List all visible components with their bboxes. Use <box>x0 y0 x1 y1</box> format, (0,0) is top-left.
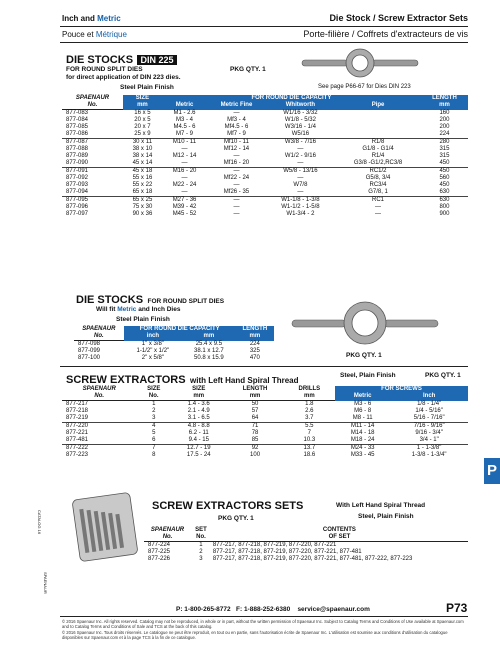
col-mm: mm <box>182 333 236 341</box>
col-inch: inch <box>124 333 182 341</box>
table-cell: 315 <box>439 146 450 152</box>
table-cell: 38 x 10 <box>132 146 153 152</box>
table-cell: M3 - 4 <box>176 117 194 123</box>
table-cell: 1 - 1-3/8" <box>390 445 468 453</box>
table-cell: 877-100 <box>78 355 101 361</box>
table-cell: 92 <box>226 445 283 453</box>
table-cell: 65 x 25 <box>123 197 162 205</box>
table-cell: 6.2 - 11 <box>188 430 209 436</box>
table-cell: 9.4 - 15 <box>188 437 209 443</box>
table-cell: 65 x 18 <box>132 189 153 195</box>
table-row <box>144 549 468 556</box>
table-cell: 57 <box>251 408 259 414</box>
col-length-mm: mm <box>226 393 283 401</box>
table-cell: 7 <box>307 430 312 436</box>
col-set-no: No. <box>191 534 211 542</box>
table-row <box>62 160 468 168</box>
extractor-sets-finish: Steel, Plain Finish <box>358 513 414 520</box>
table-cell: 3 <box>152 415 156 421</box>
table-cell: 800 <box>439 204 450 210</box>
header-rule <box>60 26 468 27</box>
table-cell: 877-217, 877-218, 877-219, 877-220, 877-221 <box>212 542 337 548</box>
table-cell: G5/8, 3/4 <box>365 175 391 181</box>
table-cell: 877-217, 877-218, 877-219, 877-220, 877-221, 877-481 <box>212 549 362 555</box>
table-row <box>62 401 468 409</box>
table-cell: — <box>297 160 304 166</box>
footer-legal-en: © 2016 Spaenaur Inc. All rights reserved. Catalog may not be reproduced, in whole or in part, without the written permission of Spaenaur Inc. Subject to Catalog Terms and Conditions of Use available at Spaenaur.com and to Catalog Terms and Conditions of Sale and TCS at the back of this catalog. <box>62 619 464 629</box>
table-cell: 71 <box>226 423 283 431</box>
col-whitworth: Whitworth <box>266 102 335 110</box>
table-cell: 7 <box>136 445 171 453</box>
table-row <box>62 153 468 160</box>
table-cell: — <box>297 175 304 181</box>
case-text-brand: SPAENAUR <box>43 572 48 594</box>
table-cell: 100 <box>250 452 261 458</box>
table-cell: 78 <box>251 430 259 436</box>
die-stocks-note: See page P66-67 for Dies DIN 223 <box>318 84 411 90</box>
table-cell: 12.7 - 19 <box>171 445 226 453</box>
table-cell: 75 x 30 <box>132 204 153 210</box>
table-cell <box>335 131 421 139</box>
table-cell: M22 - 24 <box>172 182 197 188</box>
col-metric: Metric <box>335 393 390 401</box>
table-cell: 560 <box>439 175 450 181</box>
table-cell: 1-3/8 - 1-3/4" <box>411 452 447 458</box>
col-pipe: Pipe <box>335 102 421 110</box>
table-cell: — <box>233 182 240 188</box>
col-no: No. <box>74 333 124 341</box>
table-cell: 877-084 <box>66 117 89 123</box>
table-cell: W1/8 - 5/32 <box>284 117 316 123</box>
table-cell: 877-093 <box>66 182 89 188</box>
table-cell: 877-097 <box>66 211 89 217</box>
col-length: LENGTH <box>226 386 283 393</box>
table-cell <box>335 124 421 131</box>
table-cell: 450 <box>421 168 468 176</box>
table-cell: 9/16 - 3/4" <box>415 430 443 436</box>
table-cell: G7/8, 1 <box>368 189 388 195</box>
table-cell: M39 - 42 <box>172 204 197 210</box>
table-cell: — <box>375 204 382 210</box>
table-cell: 877-221 <box>66 430 89 436</box>
table-cell: RC1 <box>335 197 421 205</box>
screw-extractors-pkg: PKG QTY. 1 <box>425 372 461 379</box>
table-cell: 877-087 <box>62 139 123 147</box>
table-cell: 1-1/2" x 1/2" <box>136 348 170 354</box>
col-capacity: FOR ROUND DIE CAPACITY <box>162 95 421 102</box>
table-cell: — <box>207 168 265 176</box>
table-row <box>144 542 468 550</box>
table-cell: 877-220 <box>62 423 136 431</box>
table-cell: 877-091 <box>62 168 123 176</box>
table-row <box>62 197 468 205</box>
table-row <box>74 355 274 362</box>
table-cell: 200 <box>439 124 450 130</box>
col-capacity: FOR ROUND DIE CAPACITY <box>124 326 236 333</box>
table-cell: W3/8 - 7/16 <box>266 139 335 147</box>
table-cell: 2 <box>152 408 156 414</box>
table-cell: G1/8 - G1/4 <box>362 146 394 152</box>
page-number: P73 <box>446 601 468 615</box>
table-cell: 1 <box>199 542 203 548</box>
table-cell: 877-481 <box>66 437 89 443</box>
col-spaenaur: SPAENAUR <box>144 527 191 534</box>
col-size: SIZE <box>136 386 171 393</box>
table-cell: M8 - 11 <box>352 415 373 421</box>
footer-phone: P: 1-800-265-8772 <box>176 606 231 613</box>
table-cell: 1 <box>152 401 156 407</box>
col-drills-mm: mm <box>284 393 335 401</box>
table-cell: W1-3/4 - 2 <box>286 211 315 217</box>
table-cell: 8 <box>152 452 156 458</box>
table-cell: 3.7 <box>305 415 314 421</box>
table-cell: 2.1 - 4.9 <box>187 408 210 414</box>
footer-contact <box>176 606 370 613</box>
col-size-no: No. <box>136 393 171 401</box>
header-left-fr: Pouce et Métrique <box>62 30 127 39</box>
table-cell: 877-092 <box>66 175 89 181</box>
extractor-sets-subtitle: With Left Hand Spiral Thread <box>336 502 426 509</box>
table-cell: 877-099 <box>78 348 101 354</box>
table-cell: W5/8 - 13/16 <box>266 168 335 176</box>
col-spaenaur: SPAENAUR <box>62 95 123 102</box>
col-length: LENGTH <box>421 95 468 102</box>
table-cell: 18.6 <box>303 452 316 458</box>
table-row <box>62 189 468 197</box>
table-cell <box>335 117 421 124</box>
table-cell: 450 <box>439 160 450 166</box>
table-cell: M1 - 2.6 <box>173 109 196 116</box>
table-cell: 85 <box>251 437 259 443</box>
table-cell: 20 x 7 <box>134 124 151 130</box>
die-stocks-2-body <box>74 341 274 363</box>
col-spaenaur: SPAENAUR <box>74 326 124 333</box>
table-cell: RC1/2 <box>335 168 421 176</box>
table-cell: W1/2 - 9/16 <box>284 153 316 159</box>
table-row <box>62 175 468 182</box>
col-set: SET <box>191 527 211 534</box>
table-cell: 877-089 <box>66 153 89 159</box>
screw-extractors-table <box>62 386 468 459</box>
table-cell: 2" x 5/8" <box>141 355 164 361</box>
die-stocks-pkg: PKG QTY. 1 <box>230 66 266 73</box>
table-cell: 17.5 - 24 <box>186 452 211 458</box>
table-cell: 55 x 22 <box>132 182 153 188</box>
table-cell: 224 <box>249 340 260 347</box>
table-cell: 877-224 <box>148 542 171 548</box>
table-row <box>74 341 274 349</box>
screw-extractors-finish: Steel, Plain Finish <box>340 372 396 379</box>
table-cell: M16 - 20 <box>162 168 207 176</box>
table-cell: 200 <box>439 117 450 123</box>
extractor-sets-table <box>144 527 468 563</box>
table-cell: 315 <box>439 153 450 159</box>
table-cell: 450 <box>439 182 450 188</box>
col-no: No. <box>62 102 123 110</box>
table-cell: — <box>297 146 304 152</box>
table-row <box>62 445 468 453</box>
table-cell: 25.4 x 9.5 <box>195 340 223 347</box>
table-row <box>62 110 468 118</box>
col-of-set: OF SET <box>211 534 468 542</box>
table-cell: M10 - 11 <box>162 139 207 147</box>
table-cell: 5.5 <box>284 423 335 431</box>
table-cell: M24 - 33 <box>335 445 390 453</box>
table-cell: 38 x 14 <box>132 153 153 159</box>
table-cell: Mf12 - 14 <box>223 146 250 152</box>
table-cell: 877-226 <box>148 556 171 562</box>
table-cell: M3 - 6 <box>354 400 372 407</box>
die-stocks-body <box>62 110 468 219</box>
header-right-fr: Porte-filière / Coffrets d'extracteurs de vis <box>303 29 468 39</box>
table-cell: 64 <box>251 415 259 421</box>
table-cell: 6 <box>152 437 156 443</box>
table-cell: 3 <box>199 556 203 562</box>
table-row <box>62 139 468 147</box>
table-row <box>62 408 468 415</box>
table-cell: 30 x 11 <box>123 139 162 147</box>
table-row <box>62 146 468 153</box>
table-cell: 160 <box>439 109 450 116</box>
table-cell: 877-098 <box>78 341 101 347</box>
table-cell: M45 - 52 <box>172 211 197 217</box>
table-cell: — <box>375 211 382 217</box>
table-cell: — <box>233 109 240 116</box>
table-cell: 7/16 - 9/16" <box>390 423 468 431</box>
header-rule-2 <box>60 42 468 43</box>
table-cell: Mf4.5 - 6 <box>224 124 249 130</box>
table-row <box>62 415 468 423</box>
extractor-set-case-illustration <box>68 488 138 562</box>
table-cell: — <box>233 204 240 210</box>
col-no: No. <box>144 534 191 542</box>
table-cell: 280 <box>421 139 468 147</box>
table-cell: M4.5 - 6 <box>173 124 196 130</box>
table-cell: 877-085 <box>66 124 89 130</box>
table-row <box>62 117 468 124</box>
table-row <box>62 211 468 218</box>
col-contents: CONTENTS <box>211 527 468 534</box>
table-cell: 900 <box>439 211 450 217</box>
footer-email[interactable]: service@spaenaur.com <box>297 606 370 613</box>
table-cell: 877-086 <box>66 131 89 137</box>
col-length-mm: mm <box>421 102 468 110</box>
table-cell: 38.1 x 12.7 <box>194 348 224 354</box>
table-cell: 20 x 5 <box>134 117 151 123</box>
col-size-mm: mm <box>171 393 226 401</box>
table-cell: 224 <box>439 131 450 137</box>
table-cell: 877-088 <box>66 146 89 152</box>
section-tab-p[interactable]: P <box>484 458 500 484</box>
table-cell: M33 - 45 <box>350 452 375 458</box>
table-cell: 3/4 - 1" <box>419 437 439 443</box>
table-cell: Mf22 - 24 <box>223 175 250 181</box>
table-cell: 45 x 18 <box>123 168 162 176</box>
table-cell: 877-218 <box>66 408 89 414</box>
table-cell: 5/16 - 7/16" <box>413 415 445 421</box>
table-cell: 1.8 <box>305 401 314 407</box>
table-cell: 90 x 36 <box>132 211 153 217</box>
table-cell: 877-096 <box>66 204 89 210</box>
table-cell: 1/8 - 1/4" <box>417 400 442 407</box>
table-cell: M7 - 9 <box>176 131 194 137</box>
table-cell: — <box>233 211 240 217</box>
table-cell: 55 x 16 <box>132 175 153 181</box>
table-cell: 13.7 <box>284 445 335 453</box>
die-stocks-title: DIE STOCKS DIN 225 <box>66 50 177 68</box>
header-left-en: Inch and Metric <box>62 14 121 23</box>
table-cell: — <box>181 175 188 181</box>
die-stocks-2-pkg: PKG QTY. 1 <box>346 352 382 359</box>
table-cell: 877-094 <box>66 189 89 195</box>
section-rule <box>60 366 468 367</box>
col-metric: Metric <box>162 102 207 110</box>
die-stock-handle-illustration <box>300 46 420 80</box>
col-no: No. <box>62 393 136 401</box>
table-row <box>62 204 468 211</box>
table-cell: M14 - 18 <box>350 430 375 436</box>
table-cell: 877-223 <box>66 452 89 458</box>
table-cell: — <box>233 153 240 159</box>
table-cell: — <box>207 197 265 205</box>
table-row <box>62 124 468 131</box>
table-cell: RC3/4 <box>369 182 387 188</box>
table-cell: W7/8 <box>293 182 308 188</box>
table-row <box>62 430 468 437</box>
table-row <box>62 437 468 445</box>
die-stocks-2-line1: Will fit Metric and Inch Dies <box>96 306 181 313</box>
header-right-en: Die Stock / Screw Extractor Sets <box>329 13 468 23</box>
table-cell: 325 <box>249 348 260 354</box>
die-stocks-table <box>62 95 468 218</box>
table-cell: 877-222 <box>62 445 136 453</box>
table-row <box>62 452 468 459</box>
col-length: LENGTH <box>236 326 274 333</box>
table-cell: R1/8 <box>335 139 421 147</box>
table-cell: 877-225 <box>148 549 171 555</box>
table-cell: 470 <box>249 355 260 361</box>
extractor-sets-pkg: PKG QTY. 1 <box>218 515 254 522</box>
die-stocks-line1: FOR ROUND SPLIT DIES <box>66 66 143 73</box>
table-cell: R1/4 <box>371 153 385 159</box>
table-cell: — <box>181 146 188 152</box>
table-row <box>74 348 274 355</box>
table-cell: M27 - 36 <box>162 197 207 205</box>
col-for-screws: FOR SCREWS <box>335 386 468 393</box>
table-cell: 45 x 14 <box>132 160 153 166</box>
footer-rule <box>60 616 468 617</box>
table-cell: W5/16 <box>291 131 310 137</box>
col-metric-fine: Metric Fine <box>207 102 265 110</box>
table-cell: 1" x 3/8" <box>141 340 164 347</box>
die-stocks-2-table <box>74 326 274 362</box>
table-cell: 877-219 <box>66 415 89 421</box>
table-cell: 877-217, 877-218, 877-219, 877-220, 877-221, 877-481, 877-222, 877-223 <box>212 556 413 562</box>
table-cell: — <box>181 160 188 166</box>
table-row <box>62 168 468 176</box>
table-cell: M6 - 8 <box>354 408 372 414</box>
col-size: SIZE <box>123 95 162 102</box>
table-cell: Mf10 - 11 <box>207 139 265 147</box>
table-cell: 16 x 5 <box>134 109 151 116</box>
table-cell: 877-090 <box>66 160 89 166</box>
screw-extractors-body <box>62 401 468 460</box>
table-row <box>62 131 468 139</box>
table-cell: 5 <box>152 430 156 436</box>
footer-fax: F: 1-888-252-6380 <box>236 606 291 613</box>
die-stocks-2-title: DIE STOCKS FOR ROUND SPLIT DIES <box>76 294 225 306</box>
table-cell: W1-1/8 - 1-3/8 <box>266 197 335 205</box>
col-drills: DRILLS <box>284 386 335 393</box>
die-stocks-2-finish: Steel Plain Finish <box>116 316 170 323</box>
table-cell: Mf16 - 20 <box>223 160 250 166</box>
table-row <box>62 423 468 431</box>
table-cell: M18 - 24 <box>350 437 375 443</box>
table-cell: 630 <box>439 189 450 195</box>
table-cell: 1.4 - 3.6 <box>187 401 210 407</box>
table-cell: 50 <box>251 401 259 407</box>
table-cell: 877-083 <box>66 110 89 116</box>
table-cell: — <box>297 189 304 195</box>
extractor-sets-title: SCREW EXTRACTORS SETS <box>152 500 304 512</box>
table-cell: G3/8 -G1/2,RC3/8 <box>353 160 403 166</box>
col-size-range: SIZE <box>171 386 226 393</box>
table-cell: Mf3 - 4 <box>227 117 246 123</box>
table-row <box>144 556 468 563</box>
die-stocks-line2: for direct application of DIN 223 dies. <box>66 74 181 81</box>
footer-legal-fr: © 2016 Spaenaur Inc. Tous droits réservés. Le catalogue ne peut être reproduit, en tout ou en partie, sans l'autorisation écrite de Spaenaur Inc. L'utilisation est soumise aux conditions d'utilisation du catalogue disponibles sur Spaenaur.com et à la page TCS à la fin de ce catalogue. <box>62 630 448 640</box>
table-cell: 10.3 <box>303 437 316 443</box>
col-length-mm: mm <box>236 333 274 341</box>
table-row <box>62 182 468 189</box>
table-cell: 630 <box>421 197 468 205</box>
din-badge: DIN 225 <box>137 55 176 65</box>
case-text-catalog: CATALOG 16 <box>37 510 42 535</box>
table-cell: Mf26 - 35 <box>223 189 250 195</box>
col-spaenaur: SPAENAUR <box>62 386 136 393</box>
table-cell: M11 - 14 <box>335 423 390 431</box>
table-cell: W1/16 - 3/32 <box>283 109 318 116</box>
die-stocks-finish: Steel Plain Finish <box>120 84 174 91</box>
table-cell: 2.6 <box>305 408 314 414</box>
table-cell: 50.8 x 15.9 <box>194 355 224 361</box>
table-cell: 877-217 <box>66 401 89 407</box>
die-stock-round-illustration <box>290 300 440 346</box>
table-cell <box>335 110 421 118</box>
table-cell: 877-095 <box>62 197 123 205</box>
table-cell: — <box>181 189 188 195</box>
table-cell: W1-1/2 - 1-5/8 <box>281 204 320 210</box>
table-cell: 3.1 - 6.5 <box>187 415 210 421</box>
col-size-mm: mm <box>123 102 162 110</box>
table-cell: Mf7 - 9 <box>227 131 246 137</box>
col-inch: Inch <box>390 393 468 401</box>
table-cell: 2 <box>199 549 203 555</box>
table-cell: 1/4 - 5/16" <box>415 408 443 414</box>
table-cell: 25 x 9 <box>134 131 151 137</box>
table-cell: 4 <box>136 423 171 431</box>
table-cell: 4.8 - 8.8 <box>171 423 226 431</box>
table-cell: W3/16 - 1/4 <box>284 124 316 130</box>
table-cell: M12 - 14 <box>172 153 197 159</box>
extractor-sets-body <box>144 542 468 564</box>
screw-extractors-title: SCREW EXTRACTORS with Left Hand Spiral Thread <box>66 374 299 386</box>
